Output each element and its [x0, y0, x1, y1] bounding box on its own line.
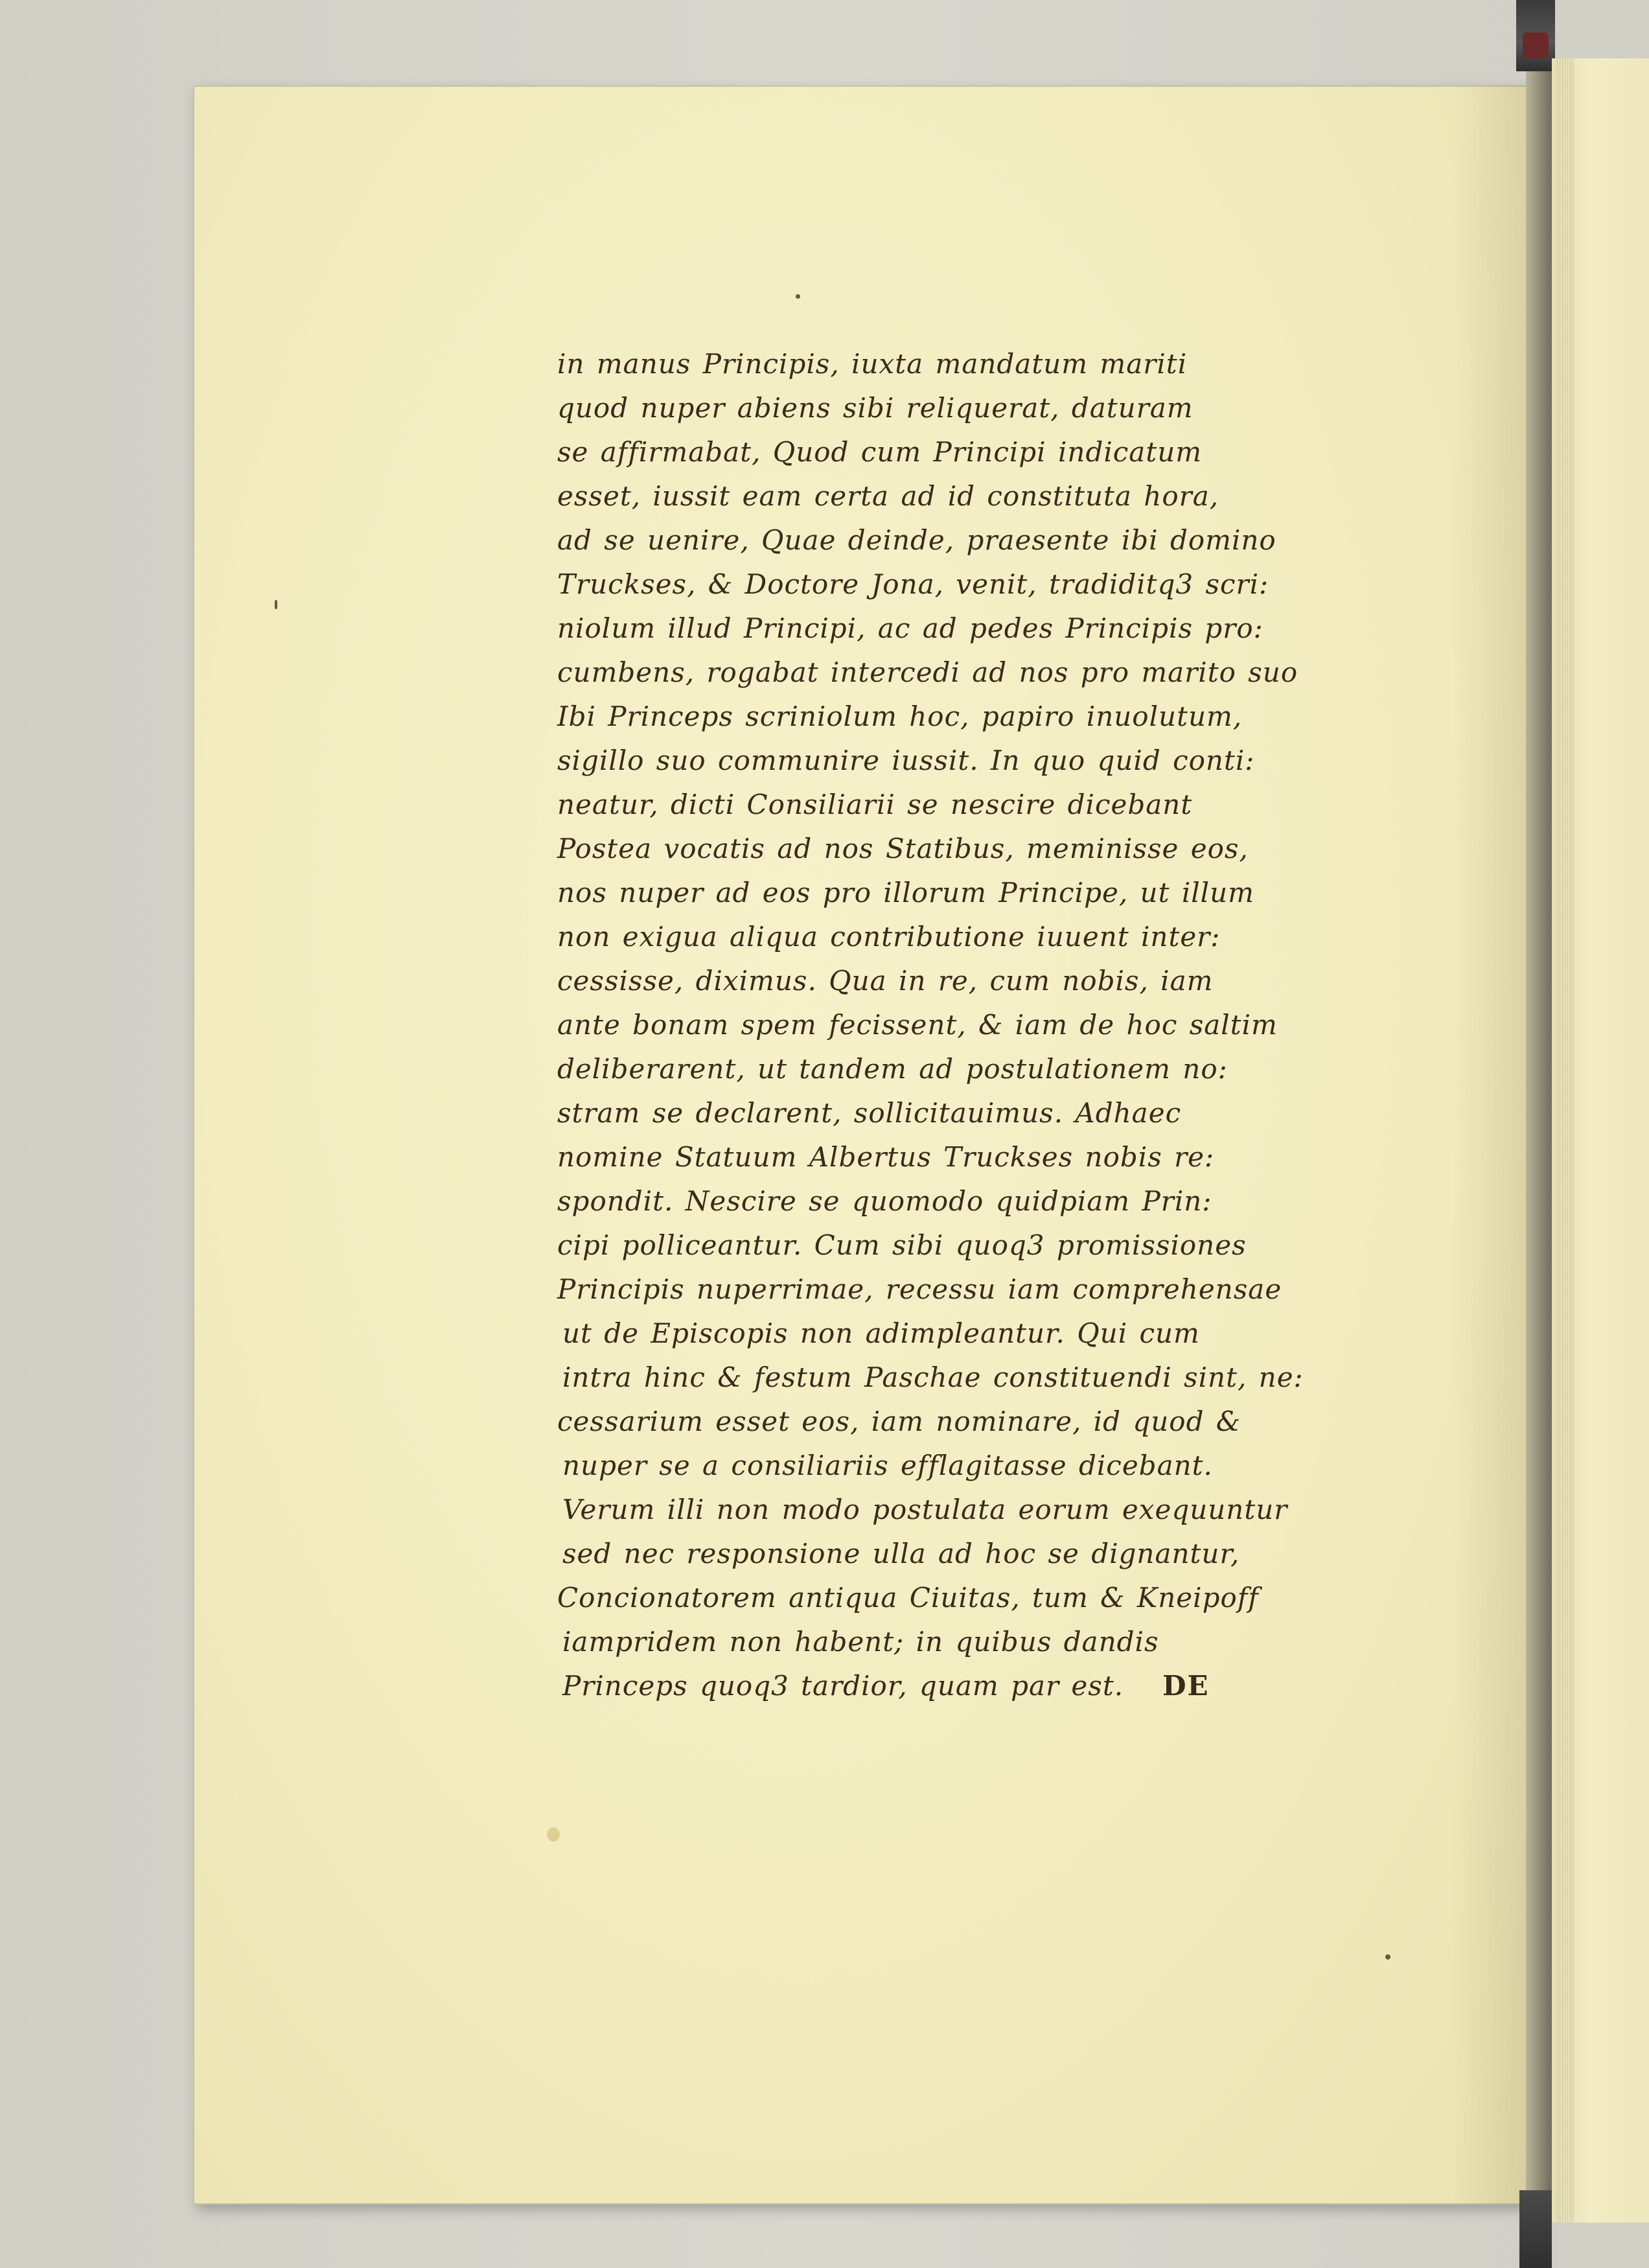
manuscript-line: cessarium esset eos, iam nominare, id quod &	[557, 1406, 1241, 1437]
manuscript-line: sigillo suo communire iussit. In quo quid conti:	[557, 745, 1255, 776]
ink-dot	[275, 600, 277, 609]
bookmark-ribbon-bottom	[1519, 2190, 1552, 2268]
manuscript-line: ad se uenire, Quae deinde, praesente ibi domino	[557, 524, 1276, 556]
manuscript-line: neatur, dicti Consiliarii se nescire dicebant	[557, 789, 1193, 820]
manuscript-text	[557, 342, 1348, 1708]
manuscript-line: in manus Principis, iuxta mandatum mariti	[557, 348, 1188, 380]
bookmark-ribbon-top	[1516, 0, 1555, 71]
manuscript-line-text: Princeps quoq3 tardior, quam par est.	[562, 1670, 1124, 1702]
manuscript-line: cipi polliceantur. Cum sibi quoq3 promissiones	[557, 1229, 1247, 1261]
manuscript-line: sed nec responsione ulla ad hoc se dignantur,	[562, 1538, 1240, 1569]
manuscript-line: Ibi Princeps scriniolum hoc, papiro inuolutum,	[557, 700, 1243, 732]
manuscript-line: cumbens, rogabat intercedi ad nos pro marito suo	[557, 656, 1298, 688]
manuscript-line: stram se declarent, sollicitauimus. Adhaec	[557, 1097, 1182, 1129]
manuscript-line: nomine Statuum Albertus Truckses nobis re:	[557, 1141, 1215, 1173]
manuscript-line: Truckses, & Doctore Jona, venit, tradiditq3 scri:	[557, 568, 1269, 600]
manuscript-line: niolum illud Principi, ac ad pedes Principis pro:	[557, 612, 1263, 644]
manuscript-line: intra hinc & festum Paschae constituendi sint, ne:	[562, 1361, 1304, 1393]
manuscript-line: Principis nuperrimae, recessu iam comprehensae	[557, 1273, 1282, 1305]
manuscript-line: nos nuper ad eos pro illorum Principe, ut illum	[557, 877, 1254, 908]
manuscript-line: cessisse, diximus. Qua in re, cum nobis, iam	[557, 965, 1214, 997]
manuscript-line: iampridem non habent; in quibus dandis	[562, 1626, 1159, 1658]
manuscript-line: ante bonam spem fecissent, & iam de hoc saltim	[557, 1009, 1278, 1041]
manuscript-line: se affirmabat, Quod cum Principi indicatum	[557, 436, 1203, 468]
ink-dot	[796, 294, 800, 299]
manuscript-line: Verum illi non modo postulata eorum exequuntur	[562, 1494, 1288, 1525]
manuscript-line: nuper se a consiliariis efflagitasse dicebant.	[562, 1450, 1213, 1481]
manuscript-line: Postea vocatis ad nos Statibus, meminisse eos,	[557, 833, 1249, 864]
manuscript-line: deliberarent, ut tandem ad postulationem no:	[557, 1053, 1228, 1085]
manuscript-line: Concionatorem antiqua Ciuitas, tum & Kneipoff	[557, 1582, 1259, 1614]
catchword: DE	[1162, 1670, 1210, 1702]
book-gutter	[1526, 71, 1552, 2210]
manuscript-line: ut de Episcopis non adimpleantur. Qui cum	[562, 1317, 1200, 1349]
manuscript-line: esset, iussit eam certa ad id constituta hora,	[557, 480, 1219, 512]
manuscript-line: quod nuper abiens sibi reliquerat, daturam	[557, 392, 1194, 424]
manuscript-line: non exigua aliqua contributione iuuent inter:	[557, 921, 1221, 953]
page-edges	[1555, 58, 1574, 2223]
ink-dot	[1385, 1954, 1390, 1960]
ink-spot	[547, 1827, 560, 1842]
manuscript-line: spondit. Nescire se quomodo quidpiam Prin:	[557, 1185, 1212, 1217]
manuscript-last-line	[557, 1664, 1348, 1708]
